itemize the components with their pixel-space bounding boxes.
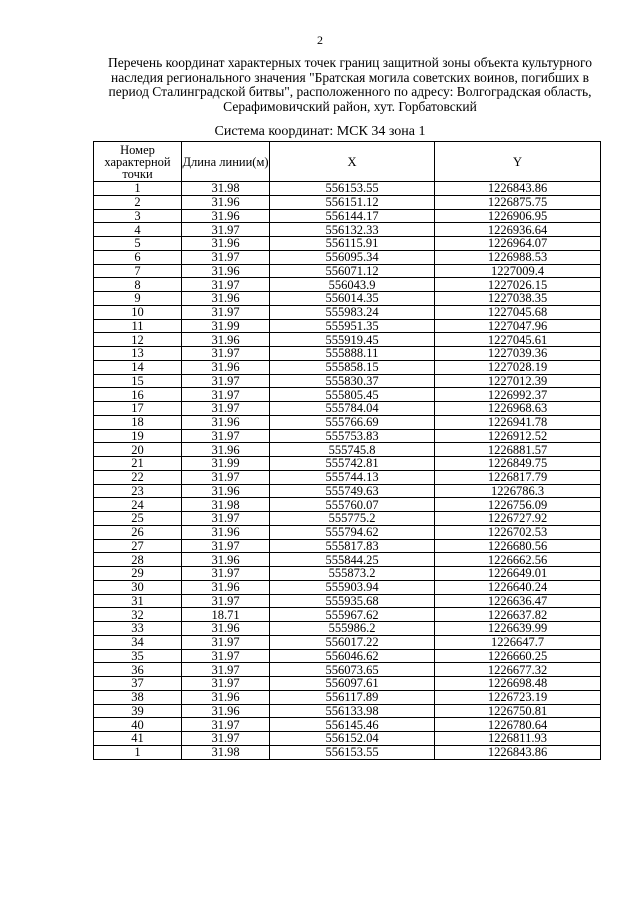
cell-x: 555903.94 [270,580,435,594]
cell-x: 555760.07 [270,498,435,512]
cell-y: 1226936.64 [435,223,601,237]
cell-y: 1227047.96 [435,319,601,333]
cell-line-length: 31.97 [182,594,270,608]
cell-x: 555794.62 [270,525,435,539]
cell-point-number: 14 [94,360,182,374]
table-row [94,580,601,594]
cell-x: 556073.65 [270,663,435,677]
cell-x: 555784.04 [270,402,435,416]
cell-line-length: 31.96 [182,264,270,278]
cell-x: 556095.34 [270,250,435,264]
cell-y: 1226843.86 [435,182,601,196]
cell-point-number: 28 [94,553,182,567]
cell-y: 1226660.25 [435,649,601,663]
cell-line-length: 31.97 [182,223,270,237]
cell-point-number: 19 [94,429,182,443]
cell-line-length: 31.99 [182,457,270,471]
cell-point-number: 17 [94,402,182,416]
table-row [94,457,601,471]
cell-point-number: 23 [94,484,182,498]
cell-point-number: 15 [94,374,182,388]
table-row [94,498,601,512]
cell-line-length: 31.97 [182,567,270,581]
cell-point-number: 27 [94,539,182,553]
cell-point-number: 30 [94,580,182,594]
cell-line-length: 31.96 [182,690,270,704]
table-row [94,278,601,292]
cell-line-length: 31.96 [182,195,270,209]
table-row [94,429,601,443]
cell-y: 1226698.48 [435,677,601,691]
table-row [94,622,601,636]
cell-x: 555919.45 [270,333,435,347]
cell-y: 1226968.63 [435,402,601,416]
cell-y: 1226677.32 [435,663,601,677]
table-row [94,347,601,361]
cell-y: 1227045.61 [435,333,601,347]
cell-point-number: 38 [94,690,182,704]
cell-x: 555983.24 [270,305,435,319]
page-number: 2 [317,33,323,47]
cell-point-number: 4 [94,223,182,237]
cell-point-number: 37 [94,677,182,691]
cell-x: 555986.2 [270,622,435,636]
cell-y: 1226964.07 [435,237,601,251]
cell-y: 1226756.09 [435,498,601,512]
cell-line-length: 31.96 [182,209,270,223]
cell-point-number: 36 [94,663,182,677]
cell-line-length: 31.96 [182,525,270,539]
cell-line-length: 31.96 [182,580,270,594]
cell-x: 556145.46 [270,718,435,732]
cell-line-length: 31.96 [182,484,270,498]
cell-line-length: 31.98 [182,745,270,759]
cell-point-number: 12 [94,333,182,347]
cell-point-number: 2 [94,195,182,209]
cell-y: 1226843.86 [435,745,601,759]
cell-line-length: 18.71 [182,608,270,622]
cell-line-length: 31.96 [182,333,270,347]
cell-line-length: 31.97 [182,663,270,677]
cell-line-length: 31.96 [182,292,270,306]
table-row [94,745,601,759]
cell-line-length: 31.97 [182,429,270,443]
table-row [94,182,601,196]
table-row [94,663,601,677]
cell-y: 1226637.82 [435,608,601,622]
coordinates-table [93,141,601,760]
table-row [94,415,601,429]
cell-point-number: 35 [94,649,182,663]
table-row [94,704,601,718]
cell-line-length: 31.98 [182,498,270,512]
cell-y: 1227009.4 [435,264,601,278]
cell-line-length: 31.96 [182,622,270,636]
cell-line-length: 31.97 [182,347,270,361]
cell-point-number: 34 [94,635,182,649]
cell-point-number: 20 [94,443,182,457]
cell-line-length: 31.97 [182,388,270,402]
cell-x: 555805.45 [270,388,435,402]
cell-x: 555749.63 [270,484,435,498]
cell-point-number: 1 [94,182,182,196]
cell-y: 1226649.01 [435,567,601,581]
cell-point-number: 9 [94,292,182,306]
cell-point-number: 33 [94,622,182,636]
table-row [94,388,601,402]
table-row [94,553,601,567]
cell-point-number: 11 [94,319,182,333]
table-row [94,319,601,333]
cell-x: 556133.98 [270,704,435,718]
cell-y: 1226817.79 [435,470,601,484]
cell-point-number: 5 [94,237,182,251]
cell-point-number: 40 [94,718,182,732]
table-row [94,402,601,416]
cell-line-length: 31.97 [182,732,270,746]
header-line-length: Длина линии(м) [182,142,270,182]
table-row [94,635,601,649]
cell-x: 555873.2 [270,567,435,581]
cell-point-number: 32 [94,608,182,622]
table-row [94,718,601,732]
cell-x: 555858.15 [270,360,435,374]
table-row [94,360,601,374]
header-x: X [270,142,435,182]
cell-point-number: 41 [94,732,182,746]
cell-x: 556117.89 [270,690,435,704]
cell-point-number: 39 [94,704,182,718]
document-title: Перечень координат характерных точек границ защитной зоны объекта культурного наследия регионального значения "Братская могила советских воинов, погибших в период Сталинградской битвы", расположенного по адресу: Волгоградская область, Серафимовичский район, хут. Горбатовский [108,55,592,114]
cell-x: 555775.2 [270,512,435,526]
cell-y: 1226750.81 [435,704,601,718]
cell-x: 556014.35 [270,292,435,306]
cell-x: 555753.83 [270,429,435,443]
table-row [94,525,601,539]
cell-line-length: 31.97 [182,512,270,526]
cell-line-length: 31.97 [182,649,270,663]
header-y: Y [435,142,601,182]
cell-point-number: 7 [94,264,182,278]
cell-y: 1226680.56 [435,539,601,553]
cell-line-length: 31.97 [182,470,270,484]
cell-line-length: 31.97 [182,402,270,416]
table-row [94,333,601,347]
cell-x: 555951.35 [270,319,435,333]
cell-point-number: 29 [94,567,182,581]
cell-x: 555745.8 [270,443,435,457]
cell-point-number: 10 [94,305,182,319]
cell-y: 1226912.52 [435,429,601,443]
cell-y: 1226647.7 [435,635,601,649]
cell-y: 1226811.93 [435,732,601,746]
cell-point-number: 3 [94,209,182,223]
cell-line-length: 31.97 [182,250,270,264]
cell-x: 556151.12 [270,195,435,209]
table-row [94,223,601,237]
cell-y: 1226640.24 [435,580,601,594]
cell-point-number: 22 [94,470,182,484]
cell-y: 1227028.19 [435,360,601,374]
cell-line-length: 31.96 [182,443,270,457]
cell-point-number: 13 [94,347,182,361]
cell-point-number: 25 [94,512,182,526]
cell-y: 1227045.68 [435,305,601,319]
cell-y: 1226992.37 [435,388,601,402]
cell-point-number: 18 [94,415,182,429]
cell-line-length: 31.97 [182,374,270,388]
table-row [94,512,601,526]
cell-x: 556132.33 [270,223,435,237]
cell-line-length: 31.96 [182,553,270,567]
cell-x: 556153.55 [270,745,435,759]
cell-y: 1226723.19 [435,690,601,704]
cell-line-length: 31.97 [182,539,270,553]
cell-y: 1226906.95 [435,209,601,223]
cell-y: 1226849.75 [435,457,601,471]
cell-point-number: 1 [94,745,182,759]
cell-x: 556017.22 [270,635,435,649]
table-row [94,594,601,608]
table-row [94,305,601,319]
cell-line-length: 31.99 [182,319,270,333]
cell-y: 1226988.53 [435,250,601,264]
cell-line-length: 31.97 [182,278,270,292]
cell-x: 555817.83 [270,539,435,553]
cell-point-number: 16 [94,388,182,402]
cell-line-length: 31.96 [182,415,270,429]
cell-y: 1226780.64 [435,718,601,732]
cell-point-number: 8 [94,278,182,292]
cell-y: 1226727.92 [435,512,601,526]
cell-y: 1226786.3 [435,484,601,498]
cell-x: 555744.13 [270,470,435,484]
cell-y: 1226702.53 [435,525,601,539]
cell-point-number: 31 [94,594,182,608]
cell-line-length: 31.98 [182,182,270,196]
cell-y: 1227012.39 [435,374,601,388]
cell-x: 555742.81 [270,457,435,471]
cell-x: 556043.9 [270,278,435,292]
cell-line-length: 31.96 [182,704,270,718]
cell-line-length: 31.97 [182,635,270,649]
cell-x: 556071.12 [270,264,435,278]
cell-y: 1227026.15 [435,278,601,292]
cell-y: 1226639.99 [435,622,601,636]
table-row [94,732,601,746]
table-row [94,209,601,223]
table-row [94,250,601,264]
table-row [94,567,601,581]
cell-line-length: 31.96 [182,237,270,251]
table-row [94,539,601,553]
table-row [94,608,601,622]
cell-y: 1226662.56 [435,553,601,567]
cell-point-number: 26 [94,525,182,539]
cell-x: 555830.37 [270,374,435,388]
cell-x: 555888.11 [270,347,435,361]
cell-line-length: 31.97 [182,677,270,691]
table-row [94,264,601,278]
cell-y: 1227039.36 [435,347,601,361]
cell-line-length: 31.96 [182,360,270,374]
cell-line-length: 31.97 [182,305,270,319]
cell-x: 555844.25 [270,553,435,567]
cell-x: 556115.91 [270,237,435,251]
cell-x: 556144.17 [270,209,435,223]
table-row [94,470,601,484]
table-row [94,443,601,457]
table-row [94,690,601,704]
cell-y: 1226875.75 [435,195,601,209]
cell-line-length: 31.97 [182,718,270,732]
cell-x: 556046.62 [270,649,435,663]
table-header-row [94,142,601,182]
table-row [94,374,601,388]
header-point-number: Номер характерной точки [94,142,182,182]
coordinate-system-caption: Система координат: МСК 34 зона 1 [214,124,426,139]
cell-x: 556097.61 [270,677,435,691]
cell-x: 556153.55 [270,182,435,196]
cell-y: 1227038.35 [435,292,601,306]
cell-x: 555766.69 [270,415,435,429]
table-row [94,292,601,306]
table-row [94,195,601,209]
cell-y: 1226881.57 [435,443,601,457]
table-row [94,649,601,663]
cell-point-number: 24 [94,498,182,512]
cell-y: 1226941.78 [435,415,601,429]
cell-x: 555935.68 [270,594,435,608]
table-row [94,484,601,498]
cell-x: 556152.04 [270,732,435,746]
table-body [94,182,601,760]
table-row [94,237,601,251]
cell-y: 1226636.47 [435,594,601,608]
cell-x: 555967.62 [270,608,435,622]
cell-point-number: 6 [94,250,182,264]
table-row [94,677,601,691]
cell-point-number: 21 [94,457,182,471]
